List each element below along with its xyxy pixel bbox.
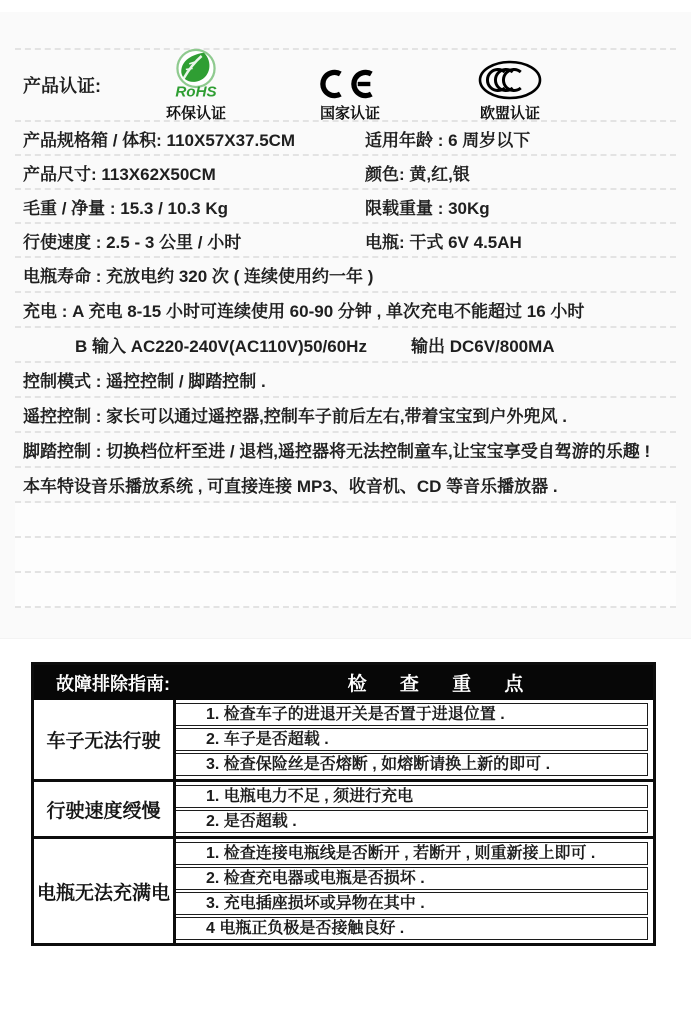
spec-right-value: 适用年龄 : 6 周岁以下 [365, 130, 531, 150]
spec-row-empty [15, 538, 676, 573]
fault-group [34, 779, 653, 836]
fault-group [34, 700, 653, 779]
fault-group-label: 行驶速度绶慢 [34, 782, 176, 836]
fault-item: 3. 检查保险丝是否熔断 , 如熔断请换上新的即可 . [176, 753, 648, 776]
fault-item: 2. 是否超载 . [176, 810, 648, 833]
cert-item-rohs [148, 47, 244, 123]
certification-label: 产品认证: [23, 76, 101, 96]
charge-b-input: B 输入 AC220-240V(AC110V)50/60Hz [75, 337, 367, 356]
spec-right-value: 电瓶: 干式 6V 4.5AH [365, 232, 522, 252]
spec-text: 本车特设音乐播放系统 , 可直接连接 MP3、收音机、CD 等音乐播放器 . [23, 477, 558, 496]
rohs-leaf-logo-icon [169, 47, 223, 101]
fault-item: 1. 检查车子的进退开关是否置于进退位置 . [176, 703, 648, 726]
fault-table [31, 662, 656, 946]
fault-item: 1. 检查连接电瓶线是否断开 , 若断开 , 则重新接上即可 . [176, 842, 648, 865]
spec-section [15, 12, 676, 608]
cert-caption-rohs: 环保认证 [165, 105, 226, 122]
spec-text: 遥控控制 : 家长可以通过遥控器,控制车子前后左右,带着宝宝到户外兜风 . [23, 407, 567, 426]
spec-row [15, 156, 676, 190]
cert-item-ccc [462, 47, 558, 123]
spec-left-value: 产品规格箱 / 体积: 110X57X37.5CM [23, 130, 296, 150]
fault-table-header [34, 665, 653, 700]
fault-group-items [176, 839, 653, 943]
fault-guide-title: 故障排除指南: [56, 673, 170, 694]
spec-row [15, 258, 676, 293]
spec-background [0, 12, 691, 639]
fault-item: 2. 检查充电器或电瓶是否损坏 . [176, 867, 648, 890]
spec-left-value: 产品尺寸: 113X62X50CM [23, 164, 216, 184]
spec-text: 控制模式 : 遥控控制 / 脚踏控制 . [23, 372, 266, 391]
spec-text: 脚踏控制 : 切换档位杆至进 / 退档,遥控器将无法控制童车,让宝宝享受自驾游的乐趣 ! [23, 442, 651, 461]
spec-row [15, 293, 676, 328]
spec-text: 电瓶寿命 : 充放电约 320 次 ( 连续使用约一年 ) [23, 267, 374, 286]
spec-row-empty [15, 503, 676, 538]
fault-table-body [34, 700, 653, 943]
top-divider-strip [0, 0, 691, 12]
fault-group-label: 电瓶无法充满电 [34, 839, 176, 943]
cert-item-ce [302, 47, 398, 123]
spec-left-value: 毛重 / 净量 : 15.3 / 10.3 Kg [23, 198, 229, 218]
spec-row [15, 433, 676, 468]
check-points-title: 检 查 重 点 [347, 674, 538, 695]
spec-row [15, 122, 676, 156]
spec-row [15, 468, 676, 503]
spec-row [15, 398, 676, 433]
fault-group [34, 836, 653, 943]
spec-row [15, 363, 676, 398]
cert-caption-ce: 国家认证 [319, 105, 380, 122]
fault-group-items [176, 700, 653, 779]
cert-caption-ccc: 欧盟认证 [479, 105, 540, 122]
spec-row [15, 190, 676, 224]
fault-item: 2. 车子是否超载 . [176, 728, 648, 751]
rohs-logo-text: RoHS [175, 83, 217, 101]
spec-row-charge-b [15, 328, 676, 363]
fault-item: 1. 电瓶电力不足 , 须进行充电 [176, 785, 648, 808]
fault-item: 3. 充电插座损坏或异物在其中 . [176, 892, 648, 915]
spec-left-value: 行使速度 : 2.5 - 3 公里 / 小时 [23, 232, 242, 252]
spec-row [15, 224, 676, 258]
bottom-whitespace [0, 946, 691, 1016]
certification-row [15, 48, 676, 122]
spec-right-value: 颜色: 黄,红,银 [365, 164, 470, 184]
spec-rows-container [15, 122, 676, 608]
spec-text: 充电 : A 充电 8-15 小时可连续使用 60-90 分钟 , 单次充电不能超过 16 小时 [23, 302, 585, 321]
fault-group-items [176, 782, 653, 836]
spec-row-empty [15, 573, 676, 608]
charge-b-output: 输出 DC6V/800MA [410, 337, 555, 356]
fault-item: 4 电瓶正负极是否接触良好 . [176, 917, 648, 940]
fault-group-label: 车子无法行驶 [34, 700, 176, 779]
ce-mark-logo-icon [319, 47, 381, 101]
spec-right-value: 限载重量 : 30Kg [365, 198, 490, 218]
ccc-mark-logo-icon [477, 47, 543, 101]
